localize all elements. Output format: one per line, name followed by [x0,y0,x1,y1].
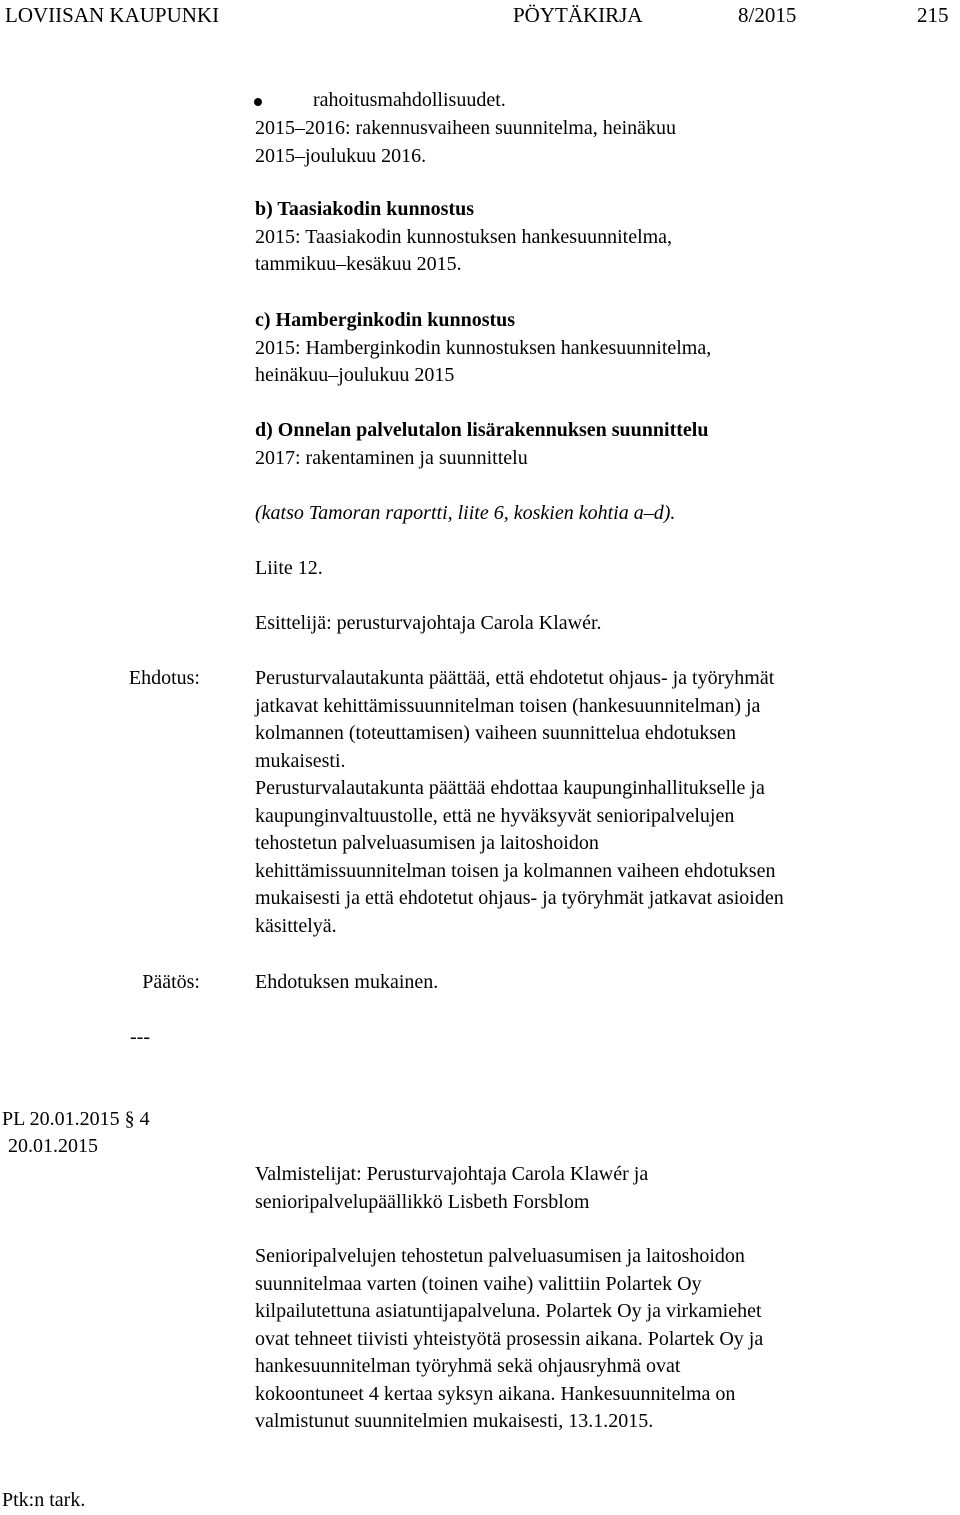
proposal-line: Perusturvalautakunta päättää ehdottaa kaupunginhallitukselle ja [255,777,765,799]
proposal-label: Ehdotus: [128,667,200,689]
proposal-line: jatkavat kehittämissuunnitelman toisen (hankesuunnitelman) ja [255,694,761,717]
decision-label: Päätös: [142,971,200,993]
footer-check-note: Ptk:n tark. [2,1489,86,1511]
report-note: (katso Tamoran raportti, liite 6, koskien kohtia a–d). [255,502,676,524]
proposal-line: mukaisesti ja että ehdotetut ohjaus- ja työryhmät jatkavat asioiden [255,887,784,909]
section-c-line: 2015: Hamberginkodin kunnostuksen hankesuunnitelma, [255,336,712,359]
proposal-line: kaupunginvaltuustolle, että ne hyväksyvät senioripalvelujen [255,804,735,827]
section-d-line: 2017: rakentaminen ja suunnittelu [255,446,528,469]
section-c-title: c) Hamberginkodin kunnostus [255,309,516,331]
section-c-line: heinäkuu–joulukuu 2015 [255,364,455,386]
decision-text: Ehdotuksen mukainen. [255,971,439,993]
section-b-line: 2015: Taasiakodin kunnostuksen hankesuunnitelma, [255,225,673,248]
body-line: Senioripalvelujen tehostetun palveluasumisen ja laitoshoidon [255,1245,745,1267]
bullet-text: rahoitusmahdollisuudet. [313,89,506,111]
proposal-line: Perusturvalautakunta päättää, että ehdotetut ohjaus- ja työryhmät [255,667,775,689]
page-number: 215 [917,3,949,27]
proposal-text [255,665,784,940]
document-type: PÖYTÄKIRJA [513,3,643,27]
body-line: kilpailutettuna asiatuntijapalveluna. Polartek Oy ja virkamiehet [255,1300,762,1322]
section-b-title: b) Taasiakodin kunnostus [255,198,475,220]
presenter-line: Esittelijä: perusturvajohtaja Carola Klawér. [255,612,602,634]
preparers [255,1161,648,1216]
section-d-title: d) Onnelan palvelutalon lisärakennuksen suunnittelu [255,419,709,441]
reference-code: PL 20.01.2015 § 4 [2,1108,150,1130]
preparers-line: senioripalvelupäällikkö Lisbeth Forsblom [255,1190,590,1213]
issue-number: 8/2015 [738,3,797,27]
section-c [255,307,711,390]
schedule-2015-2016 [255,115,676,170]
proposal-line: kehittämissuunnitelman toisen ja kolmannen vaiheen ehdotuksen [255,859,776,882]
section-b-line: tammikuu–kesäkuu 2015. [255,253,462,275]
bullet-icon [254,98,262,106]
section-d [255,417,708,472]
attachment-ref: Liite 12. [255,557,323,579]
body-line: kokoontuneet 4 kertaa syksyn aikana. Hankesuunnitelma on [255,1382,736,1405]
body-line: hankesuunnitelman työryhmä sekä ohjausryhmä ovat [255,1355,681,1377]
preparers-line: Valmistelijat: Perusturvajohtaja Carola Klawér ja [255,1163,649,1185]
reference-date: 20.01.2015 [8,1135,98,1157]
separator: --- [130,1026,150,1048]
proposal-line: kolmannen (toteuttamisen) vaiheen suunnittelua ehdotuksen [255,722,736,744]
body-line: suunnitelmaa varten (toinen vaihe) valittiin Polartek Oy [255,1272,702,1295]
municipality-name: LOVIISAN KAUPUNKI [5,3,220,27]
body-line: ovat tehneet tiivisti yhteistyötä prosessin aikana. Polartek Oy ja [255,1327,764,1350]
schedule-line: 2015–2016: rakennusvaiheen suunnitelma, heinäkuu [255,117,677,139]
section-b [255,196,672,279]
schedule-line: 2015–joulukuu 2016. [255,144,427,167]
body-line: valmistunut suunnitelmien mukaisesti, 13.1.2015. [255,1410,654,1432]
body-paragraph [255,1243,763,1436]
proposal-line: käsittelyä. [255,914,337,937]
proposal-line: mukaisesti. [255,749,346,772]
proposal-line: tehostetun palveluasumisen ja laitoshoidon [255,832,599,854]
